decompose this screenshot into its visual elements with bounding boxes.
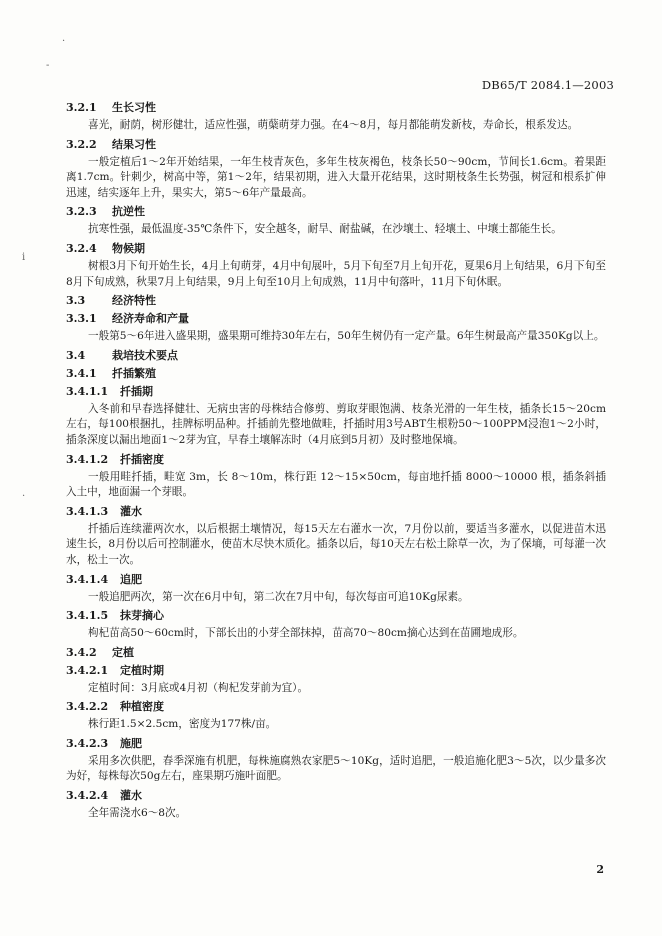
section-number: 3.2.2	[66, 137, 97, 151]
section-heading	[66, 241, 606, 257]
section-number: 3.4.1	[66, 366, 97, 380]
section-number: 3.4.2.3	[66, 736, 109, 750]
section-number: 3.3	[66, 294, 86, 308]
paragraph: 一般第5～6年进入盛果期，盛果期可维持30年左右，50年生树仍有一定产量。6年生树最高产量350Kg以上。	[88, 330, 605, 343]
scan-mark: ⅰ	[22, 252, 26, 263]
scan-mark: ·	[62, 36, 66, 47]
section-number: 3.4.1.2	[66, 452, 109, 466]
section-number: 3.4.2.4	[66, 789, 109, 803]
section-heading	[66, 699, 606, 715]
paragraph: 入冬前和早春选择健壮、无病虫害的母株结合修剪、剪取芽眼饱满、枝条光滑的一年生枝，插条长15～20cm左右，每100根捆扎，挂牌标明品种。扦插前先整地做畦，扦插时用3号ABT生根粉50～100PPM浸泡1～2小时，插条深度以漏出地面1～2芽为宜，早春土壤解冻时（4月底到5月初）及时整地保墒。	[66, 402, 606, 446]
document-body	[66, 100, 606, 825]
paragraph: 定植时间：3月底或4月初（枸杞发芽前为宜）。	[88, 681, 309, 694]
paragraph: 扦插后连续灌两次水，以后根据土壤情况，每15天左右灌水一次，7月份以前，要适当多灌水，以促进苗木迅速生长，8月份以后可控制灌水，使苗木尽快木质化。插条以后，每10天左右松土除草一次，为了保墒，可每灌一次水，松土一次。	[66, 522, 606, 566]
paragraph: 一般追肥两次，第一次在6月中旬，第二次在7月中旬，每次每亩可追10Kg尿素。	[88, 590, 469, 603]
section-number: 3.2.1	[66, 101, 97, 114]
section-heading	[66, 504, 606, 520]
section-heading	[66, 663, 606, 679]
section-title: 定植时期	[120, 663, 164, 677]
section-title: 扦插期	[120, 384, 153, 398]
section-title: 种植密度	[120, 700, 164, 714]
section-heading	[66, 736, 606, 752]
paragraph: 全年需浇水6～8次。	[88, 807, 187, 820]
section-number: 3.4.1.5	[66, 609, 109, 623]
section-title: 灌水	[120, 504, 142, 518]
section-number: 3.4.2.2	[66, 700, 109, 714]
section-heading	[66, 204, 606, 220]
section-title: 栽培技术要点	[112, 348, 178, 362]
section-heading	[66, 293, 606, 309]
paragraph: 一般用畦扦插，畦宽 3m，长 8～10m，株行距 12～15×50cm，每亩地扦插 8000～10000 根，插条斜插入土中，地面漏一个芽眼。	[66, 470, 606, 499]
paragraph: 株行距1.5×2.5cm，密度为177株/亩。	[88, 718, 277, 731]
paragraph: 喜光，耐荫，树形健壮，适应性强，萌蘖萌芽力强。在4～8月，每月都能萌发新枝，寿命长，根系发达。	[88, 119, 579, 131]
section-heading	[66, 788, 606, 804]
document-code: DB65/T 2084.1—2003	[481, 78, 614, 92]
section-heading	[66, 100, 606, 116]
paragraph: 枸杞苗高50～60cm时，下部长出的小芽全部抹掉，苗高70～80cm摘心达到在苗圃地成形。	[88, 627, 524, 640]
section-number: 3.4.1.4	[66, 572, 109, 586]
section-heading	[66, 452, 606, 468]
section-number: 3.4.1.3	[66, 504, 109, 518]
section-title: 结果习性	[112, 137, 156, 151]
section-heading	[66, 645, 606, 661]
section-heading	[66, 348, 606, 364]
section-heading	[66, 384, 606, 400]
paragraph: 树根3月下旬开始生长，4月上旬萌芽，4月中旬展叶，5月下旬至7月上旬开花，夏果6月上旬结果，6月下旬至8月下旬成熟，秋果7月上旬结果，9月上旬至10月上旬成熟，11月中旬落叶，11月下旬休眠。	[66, 259, 606, 288]
section-title: 追肥	[120, 572, 142, 586]
section-title: 扦插密度	[120, 452, 164, 466]
section-title: 灌水	[120, 789, 142, 803]
section-title: 生长习性	[112, 101, 156, 114]
section-number: 3.2.4	[66, 241, 97, 255]
section-heading	[66, 366, 606, 382]
paragraph: 一般定植后1～2年开始结果，一年生枝青灰色，多年生枝灰褐色，枝条长50～90cm，节间长1.6cm。着果距离1.7cm。针刺少，树高中等，第1～2年，结果初期，进入大量开花结果，这时期枝条生长势强，树冠和根系扩伸迅速，结实逐年上升，果实大，第5～6年产量最高。	[66, 155, 606, 199]
section-number: 3.4.2	[66, 645, 97, 659]
section-number: 3.2.3	[66, 205, 97, 219]
page-number: 2	[596, 863, 604, 876]
section-number: 3.4.2.1	[66, 663, 109, 677]
paragraph: 抗寒性强，最低温度-35℃条件下，安全越冬，耐旱、耐盐碱，在沙壤土、轻壤土、中壤土都能生长。	[88, 223, 562, 236]
section-number: 3.4	[66, 348, 86, 362]
section-title: 物候期	[112, 241, 145, 255]
section-title: 抗逆性	[112, 205, 145, 219]
section-title: 抹芽摘心	[120, 609, 164, 623]
section-title: 施肥	[120, 736, 142, 750]
section-number: 3.3.1	[66, 312, 97, 326]
section-title: 经济特性	[112, 294, 156, 308]
paragraph: 采用多次供肥，春季深施有机肥，每株施腐熟农家肥5～10Kg，适时追肥，一般追施化肥3～5次，以少量多次为好，每株每次50g左右，座果期巧施叶面肥。	[66, 754, 606, 783]
section-title: 定植	[112, 645, 134, 659]
section-title: 经济寿命和产量	[112, 312, 189, 326]
section-heading	[66, 572, 606, 588]
section-number: 3.4.1.1	[66, 384, 109, 398]
section-heading	[66, 608, 606, 624]
section-heading	[66, 137, 606, 153]
section-title: 扦插繁殖	[112, 366, 156, 380]
section-heading	[66, 311, 606, 327]
scan-mark: -	[46, 60, 50, 71]
scan-mark: .	[22, 488, 26, 499]
